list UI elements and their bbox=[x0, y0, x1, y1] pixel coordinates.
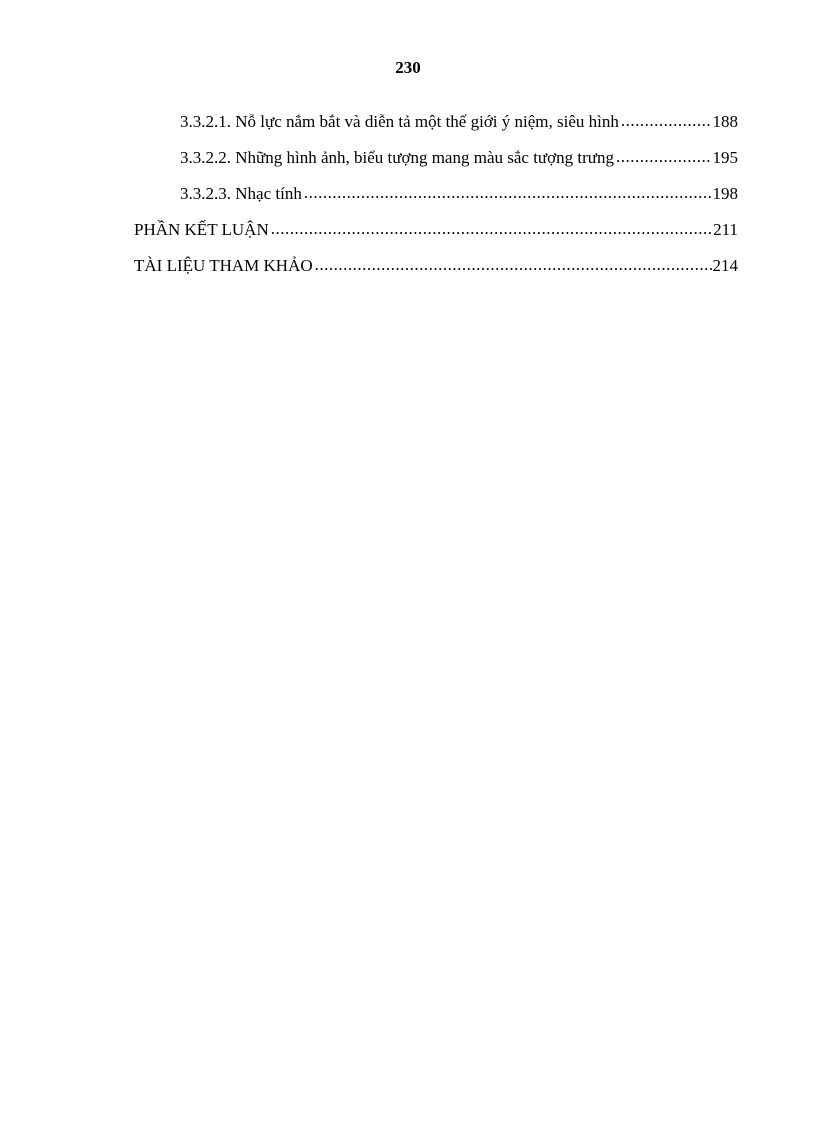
toc-entry-page: 195 bbox=[712, 148, 738, 167]
toc-entry-title: TÀI LIỆU THAM KHẢO bbox=[134, 256, 313, 275]
toc-entry[interactable] bbox=[134, 148, 738, 184]
toc-entry[interactable] bbox=[134, 220, 738, 256]
toc-entry-page: 211 bbox=[713, 220, 738, 239]
toc-dot-leader bbox=[304, 183, 712, 203]
toc-entry-title: 3.3.2.2. Những hình ảnh, biểu tượng mang màu sắc tượng trưng bbox=[180, 148, 614, 167]
toc-entry-title: 3.3.2.1. Nỗ lực nắm bắt và diễn tả một thế giới ý niệm, siêu hình bbox=[180, 112, 619, 131]
toc-entry[interactable] bbox=[134, 112, 738, 148]
toc-entry-page: 188 bbox=[712, 112, 738, 131]
toc-dot-leader bbox=[271, 219, 712, 239]
table-of-contents bbox=[134, 112, 738, 292]
toc-entry-page: 198 bbox=[712, 184, 738, 203]
toc-entry[interactable] bbox=[134, 184, 738, 220]
toc-entry-title: 3.3.2.3. Nhạc tính bbox=[180, 184, 302, 203]
toc-dot-leader bbox=[315, 255, 712, 275]
page-number: 230 bbox=[395, 58, 421, 77]
toc-entry[interactable] bbox=[134, 256, 738, 292]
toc-entry-page: 214 bbox=[712, 256, 738, 275]
toc-dot-leader bbox=[621, 111, 712, 131]
toc-entry-title: PHẦN KẾT LUẬN bbox=[134, 220, 269, 239]
toc-dot-leader bbox=[616, 147, 712, 167]
